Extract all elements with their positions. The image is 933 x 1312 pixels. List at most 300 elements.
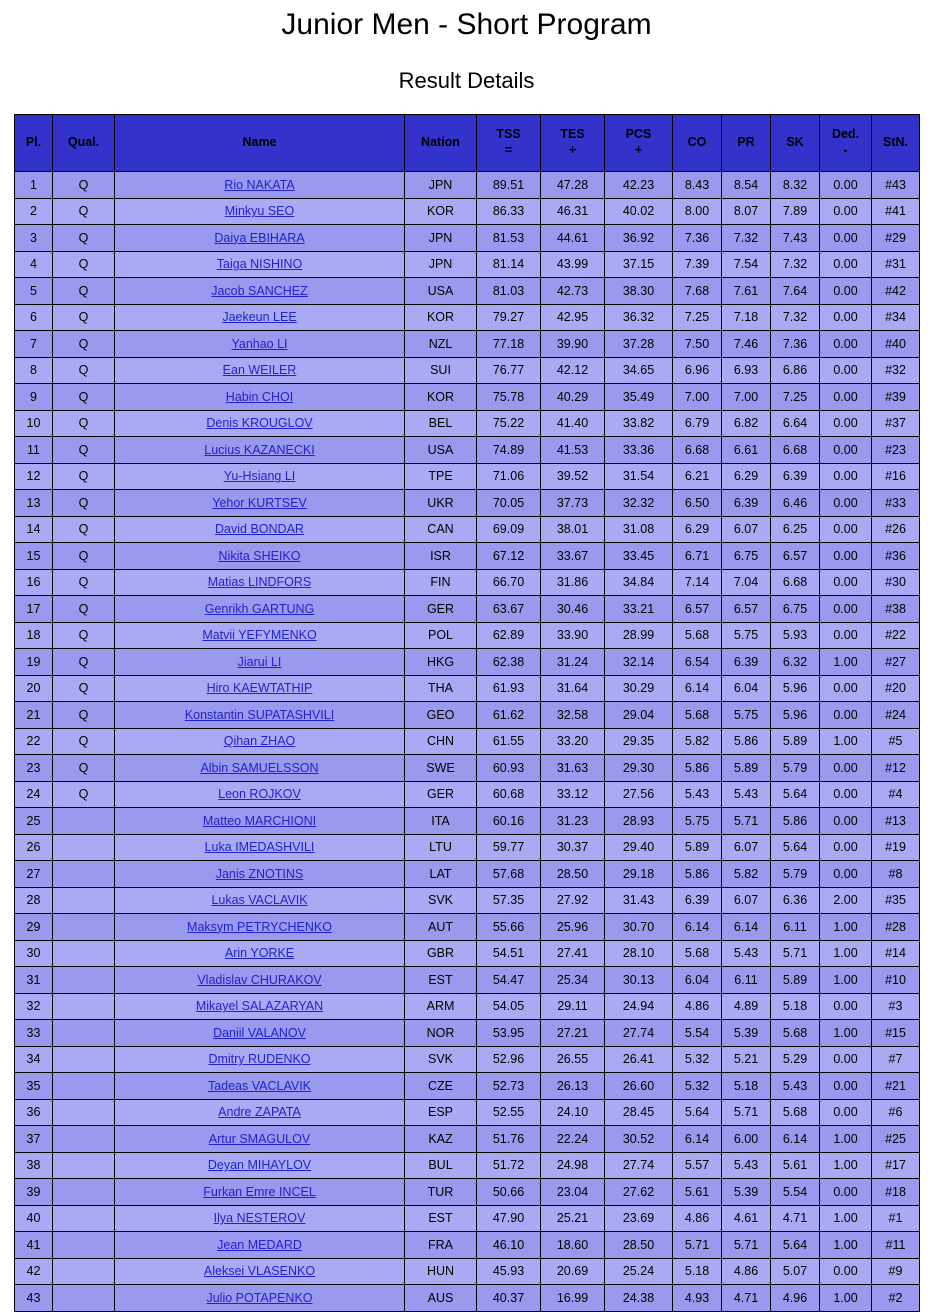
cell-sk: 6.57 bbox=[771, 543, 820, 570]
cell-name bbox=[115, 887, 405, 914]
cell-nation: HKG bbox=[405, 649, 477, 676]
cell-nation: CHN bbox=[405, 728, 477, 755]
skater-name-link[interactable]: Jacob SANCHEZ bbox=[211, 283, 308, 298]
cell-co: 7.39 bbox=[673, 251, 722, 278]
cell-qual bbox=[53, 967, 115, 994]
cell-pcs: 31.43 bbox=[605, 887, 673, 914]
skater-name-link[interactable]: Yehor KURTSEV bbox=[212, 495, 307, 510]
table-row bbox=[15, 1258, 920, 1285]
column-header-symbol: + bbox=[568, 143, 577, 157]
cell-pr: 6.07 bbox=[722, 887, 771, 914]
skater-name-link[interactable]: Matvii YEFYMENKO bbox=[202, 628, 317, 643]
table-row bbox=[15, 622, 920, 649]
cell-qual: Q bbox=[53, 410, 115, 437]
cell-pr: 6.75 bbox=[722, 543, 771, 570]
cell-ded: 0.00 bbox=[820, 304, 872, 331]
cell-pl: 29 bbox=[15, 914, 53, 941]
skater-name-link[interactable]: Dmitry RUDENKO bbox=[208, 1052, 311, 1067]
cell-pr: 6.39 bbox=[722, 490, 771, 517]
cell-tss: 81.53 bbox=[477, 225, 541, 252]
cell-pcs: 36.32 bbox=[605, 304, 673, 331]
cell-qual: Q bbox=[53, 304, 115, 331]
cell-pr: 6.14 bbox=[722, 914, 771, 941]
cell-nation: TPE bbox=[405, 463, 477, 490]
cell-stn: #30 bbox=[872, 569, 920, 596]
cell-nation: SVK bbox=[405, 1046, 477, 1073]
cell-qual bbox=[53, 1205, 115, 1232]
cell-co: 7.68 bbox=[673, 278, 722, 305]
cell-pr: 8.07 bbox=[722, 198, 771, 225]
cell-qual: Q bbox=[53, 251, 115, 278]
cell-name bbox=[115, 649, 405, 676]
cell-sk: 6.68 bbox=[771, 437, 820, 464]
cell-pr: 5.39 bbox=[722, 1179, 771, 1206]
cell-sk: 7.32 bbox=[771, 251, 820, 278]
cell-pcs: 38.30 bbox=[605, 278, 673, 305]
table-header-row bbox=[15, 115, 920, 172]
table-row bbox=[15, 781, 920, 808]
cell-tes: 41.53 bbox=[541, 437, 605, 464]
cell-tes: 46.31 bbox=[541, 198, 605, 225]
cell-tss: 76.77 bbox=[477, 357, 541, 384]
cell-tes: 38.01 bbox=[541, 516, 605, 543]
cell-name bbox=[115, 278, 405, 305]
cell-pcs: 40.02 bbox=[605, 198, 673, 225]
cell-stn: #36 bbox=[872, 543, 920, 570]
cell-pr: 5.71 bbox=[722, 1099, 771, 1126]
cell-pr: 5.89 bbox=[722, 755, 771, 782]
cell-tss: 61.55 bbox=[477, 728, 541, 755]
skater-name-link[interactable]: Vladislav CHURAKOV bbox=[197, 972, 322, 987]
column-header-qual[interactable] bbox=[53, 115, 115, 172]
cell-tss: 75.22 bbox=[477, 410, 541, 437]
cell-stn: #34 bbox=[872, 304, 920, 331]
cell-pcs: 24.38 bbox=[605, 1285, 673, 1312]
cell-name bbox=[115, 1179, 405, 1206]
skater-name-link[interactable]: Janis ZNOTINS bbox=[215, 866, 304, 881]
cell-stn: #13 bbox=[872, 808, 920, 835]
cell-nation: GER bbox=[405, 596, 477, 623]
cell-sk: 5.07 bbox=[771, 1258, 820, 1285]
cell-pcs: 27.74 bbox=[605, 1152, 673, 1179]
cell-nation: KOR bbox=[405, 304, 477, 331]
skater-name-link[interactable]: Lukas VACLAVIK bbox=[211, 893, 308, 908]
cell-stn: #15 bbox=[872, 1020, 920, 1047]
cell-pcs: 30.52 bbox=[605, 1126, 673, 1153]
skater-name-link[interactable]: Arin YORKE bbox=[224, 946, 295, 961]
skater-name-link[interactable]: Jean MEDARD bbox=[217, 1237, 302, 1252]
table-row bbox=[15, 649, 920, 676]
cell-pl: 23 bbox=[15, 755, 53, 782]
cell-nation: SVK bbox=[405, 887, 477, 914]
cell-sk: 5.86 bbox=[771, 808, 820, 835]
cell-pcs: 25.24 bbox=[605, 1258, 673, 1285]
skater-name-link[interactable]: Hiro KAEWTATHIP bbox=[206, 681, 313, 696]
skater-name-link[interactable]: Rio NAKATA bbox=[224, 177, 295, 192]
cell-tss: 79.27 bbox=[477, 304, 541, 331]
skater-name-link[interactable]: Minkyu SEO bbox=[224, 204, 295, 219]
cell-stn: #9 bbox=[872, 1258, 920, 1285]
cell-nation: CAN bbox=[405, 516, 477, 543]
table-row bbox=[15, 1232, 920, 1259]
cell-ded: 0.00 bbox=[820, 172, 872, 199]
column-header-co[interactable] bbox=[673, 115, 722, 172]
cell-sk: 6.86 bbox=[771, 357, 820, 384]
skater-name-link[interactable]: Taiga NISHINO bbox=[216, 257, 303, 272]
cell-nation: KAZ bbox=[405, 1126, 477, 1153]
cell-sk: 6.14 bbox=[771, 1126, 820, 1153]
cell-stn: #31 bbox=[872, 251, 920, 278]
table-row bbox=[15, 1099, 920, 1126]
table-row bbox=[15, 993, 920, 1020]
cell-name bbox=[115, 331, 405, 358]
table-row bbox=[15, 1073, 920, 1100]
cell-name bbox=[115, 675, 405, 702]
skater-name-link[interactable]: Yanhao LI bbox=[231, 336, 288, 351]
cell-qual bbox=[53, 1046, 115, 1073]
skater-name-link[interactable]: Albin SAMUELSSON bbox=[200, 760, 319, 775]
cell-pcs: 31.54 bbox=[605, 463, 673, 490]
table-row bbox=[15, 1205, 920, 1232]
skater-name-link[interactable]: Deyan MIHAYLOV bbox=[207, 1158, 312, 1173]
cell-pr: 7.32 bbox=[722, 225, 771, 252]
cell-tes: 30.46 bbox=[541, 596, 605, 623]
table-row bbox=[15, 490, 920, 517]
skater-name-link[interactable]: Nikita SHEIKO bbox=[218, 548, 301, 563]
table-row bbox=[15, 702, 920, 729]
column-header-label: Qual. bbox=[67, 135, 100, 150]
cell-ded: 0.00 bbox=[820, 1046, 872, 1073]
cell-co: 5.82 bbox=[673, 728, 722, 755]
cell-ded: 0.00 bbox=[820, 861, 872, 888]
cell-tss: 46.10 bbox=[477, 1232, 541, 1259]
cell-tes: 29.11 bbox=[541, 993, 605, 1020]
column-header-label: SK bbox=[786, 135, 804, 150]
cell-pl: 11 bbox=[15, 437, 53, 464]
cell-pl: 37 bbox=[15, 1126, 53, 1153]
cell-tes: 40.29 bbox=[541, 384, 605, 411]
skater-name-link[interactable]: Jiarui LI bbox=[237, 654, 282, 669]
table-row bbox=[15, 596, 920, 623]
cell-pl: 19 bbox=[15, 649, 53, 676]
cell-sk: 6.39 bbox=[771, 463, 820, 490]
table-row bbox=[15, 569, 920, 596]
cell-name bbox=[115, 198, 405, 225]
table-body bbox=[15, 172, 920, 1312]
table-row bbox=[15, 357, 920, 384]
cell-pr: 5.21 bbox=[722, 1046, 771, 1073]
cell-tss: 61.93 bbox=[477, 675, 541, 702]
cell-co: 5.68 bbox=[673, 940, 722, 967]
cell-stn: #16 bbox=[872, 463, 920, 490]
skater-name-link[interactable]: Tadeas VACLAVIK bbox=[207, 1078, 312, 1093]
cell-sk: 7.25 bbox=[771, 384, 820, 411]
cell-tes: 27.41 bbox=[541, 940, 605, 967]
cell-nation: BEL bbox=[405, 410, 477, 437]
table-row bbox=[15, 914, 920, 941]
cell-pr: 6.00 bbox=[722, 1126, 771, 1153]
cell-name bbox=[115, 1152, 405, 1179]
cell-name bbox=[115, 1099, 405, 1126]
cell-pcs: 33.36 bbox=[605, 437, 673, 464]
table-header bbox=[15, 115, 920, 172]
cell-name bbox=[115, 172, 405, 199]
skater-name-link[interactable]: Denis KROUGLOV bbox=[206, 416, 313, 431]
skater-name-link[interactable]: Maksym PETRYCHENKO bbox=[187, 919, 332, 934]
cell-pcs: 29.40 bbox=[605, 834, 673, 861]
skater-name-link[interactable]: Lucius KAZANECKI bbox=[204, 442, 315, 457]
cell-co: 5.61 bbox=[673, 1179, 722, 1206]
cell-name bbox=[115, 437, 405, 464]
cell-stn: #7 bbox=[872, 1046, 920, 1073]
cell-pcs: 30.29 bbox=[605, 675, 673, 702]
cell-qual: Q bbox=[53, 384, 115, 411]
cell-pl: 42 bbox=[15, 1258, 53, 1285]
cell-tes: 28.50 bbox=[541, 861, 605, 888]
cell-tss: 53.95 bbox=[477, 1020, 541, 1047]
cell-qual: Q bbox=[53, 278, 115, 305]
column-header-pcs[interactable] bbox=[605, 115, 673, 172]
cell-pl: 20 bbox=[15, 675, 53, 702]
cell-pcs: 34.84 bbox=[605, 569, 673, 596]
column-header-nation[interactable] bbox=[405, 115, 477, 172]
cell-name bbox=[115, 728, 405, 755]
cell-co: 7.25 bbox=[673, 304, 722, 331]
cell-ded: 1.00 bbox=[820, 967, 872, 994]
cell-name bbox=[115, 410, 405, 437]
cell-pl: 13 bbox=[15, 490, 53, 517]
cell-ded: 0.00 bbox=[820, 331, 872, 358]
cell-pr: 5.86 bbox=[722, 728, 771, 755]
cell-stn: #1 bbox=[872, 1205, 920, 1232]
cell-tes: 31.63 bbox=[541, 755, 605, 782]
cell-qual bbox=[53, 1126, 115, 1153]
cell-name bbox=[115, 914, 405, 941]
column-header-pl[interactable] bbox=[15, 115, 53, 172]
cell-name bbox=[115, 1258, 405, 1285]
cell-nation: JPN bbox=[405, 172, 477, 199]
skater-name-link[interactable]: Habin CHOI bbox=[225, 389, 294, 404]
cell-sk: 7.89 bbox=[771, 198, 820, 225]
cell-sk: 5.61 bbox=[771, 1152, 820, 1179]
skater-name-link[interactable]: Luka IMEDASHVILI bbox=[204, 840, 315, 855]
cell-qual bbox=[53, 861, 115, 888]
cell-tss: 52.73 bbox=[477, 1073, 541, 1100]
skater-name-link[interactable]: Konstantin SUPATASHVILI bbox=[184, 707, 335, 722]
cell-qual bbox=[53, 887, 115, 914]
skater-name-link[interactable]: Daiya EBIHARA bbox=[214, 230, 305, 245]
cell-ded: 1.00 bbox=[820, 728, 872, 755]
column-header-label: Nation bbox=[421, 135, 460, 150]
cell-stn: #28 bbox=[872, 914, 920, 941]
page-subtitle: Result Details bbox=[398, 68, 535, 93]
cell-pr: 6.39 bbox=[722, 649, 771, 676]
column-header-pr[interactable] bbox=[722, 115, 771, 172]
cell-ded: 0.00 bbox=[820, 278, 872, 305]
skater-name-link[interactable]: Ilya NESTEROV bbox=[213, 1211, 306, 1226]
cell-sk: 5.79 bbox=[771, 861, 820, 888]
skater-name-link[interactable]: Matteo MARCHIONI bbox=[202, 813, 317, 828]
cell-sk: 7.64 bbox=[771, 278, 820, 305]
column-header-label: TSS bbox=[496, 127, 521, 142]
cell-sk: 5.68 bbox=[771, 1020, 820, 1047]
cell-co: 7.14 bbox=[673, 569, 722, 596]
cell-pr: 5.43 bbox=[722, 1152, 771, 1179]
table-row bbox=[15, 675, 920, 702]
skater-name-link[interactable]: Artur SMAGULOV bbox=[208, 1131, 311, 1146]
cell-ded: 0.00 bbox=[820, 702, 872, 729]
cell-co: 4.86 bbox=[673, 1205, 722, 1232]
cell-tes: 24.98 bbox=[541, 1152, 605, 1179]
column-header-ded[interactable] bbox=[820, 115, 872, 172]
skater-name-link[interactable]: Julio POTAPENKO bbox=[206, 1290, 313, 1305]
cell-stn: #18 bbox=[872, 1179, 920, 1206]
cell-sk: 7.32 bbox=[771, 304, 820, 331]
table-row bbox=[15, 225, 920, 252]
column-header-label: Ded. bbox=[831, 127, 860, 142]
cell-stn: #38 bbox=[872, 596, 920, 623]
cell-sk: 4.96 bbox=[771, 1285, 820, 1312]
cell-pcs: 29.30 bbox=[605, 755, 673, 782]
skater-name-link[interactable]: Leon ROJKOV bbox=[218, 787, 301, 802]
cell-nation: USA bbox=[405, 278, 477, 305]
cell-pr: 7.46 bbox=[722, 331, 771, 358]
cell-name bbox=[115, 1020, 405, 1047]
skater-name-link[interactable]: Qihan ZHAO bbox=[223, 734, 296, 749]
cell-co: 6.29 bbox=[673, 516, 722, 543]
skater-name-link[interactable]: Matias LINDFORS bbox=[207, 575, 312, 590]
cell-pl: 5 bbox=[15, 278, 53, 305]
cell-stn: #42 bbox=[872, 278, 920, 305]
skater-name-link[interactable]: Aleksei VLASENKO bbox=[203, 1264, 316, 1279]
cell-nation: GER bbox=[405, 781, 477, 808]
cell-pr: 5.82 bbox=[722, 861, 771, 888]
column-header-sk[interactable] bbox=[771, 115, 820, 172]
cell-ded: 0.00 bbox=[820, 437, 872, 464]
cell-ded: 1.00 bbox=[820, 1152, 872, 1179]
cell-pcs: 26.60 bbox=[605, 1073, 673, 1100]
cell-tes: 41.40 bbox=[541, 410, 605, 437]
cell-sk: 4.71 bbox=[771, 1205, 820, 1232]
cell-pr: 7.61 bbox=[722, 278, 771, 305]
cell-nation: THA bbox=[405, 675, 477, 702]
cell-pcs: 30.70 bbox=[605, 914, 673, 941]
skater-name-link[interactable]: Jaekeun LEE bbox=[222, 310, 297, 325]
cell-co: 8.00 bbox=[673, 198, 722, 225]
cell-sk: 5.64 bbox=[771, 834, 820, 861]
table-row bbox=[15, 1152, 920, 1179]
cell-sk: 5.29 bbox=[771, 1046, 820, 1073]
column-header-label: Pl. bbox=[25, 135, 42, 150]
cell-tes: 39.90 bbox=[541, 331, 605, 358]
skater-name-link[interactable]: Yu-Hsiang LI bbox=[223, 469, 296, 484]
cell-qual: Q bbox=[53, 596, 115, 623]
cell-stn: #24 bbox=[872, 702, 920, 729]
column-header-label: StN. bbox=[883, 135, 908, 150]
cell-tes: 43.99 bbox=[541, 251, 605, 278]
cell-co: 6.04 bbox=[673, 967, 722, 994]
skater-name-link[interactable]: David BONDAR bbox=[215, 522, 304, 537]
cell-stn: #22 bbox=[872, 622, 920, 649]
cell-tss: 55.66 bbox=[477, 914, 541, 941]
cell-co: 7.50 bbox=[673, 331, 722, 358]
cell-co: 6.14 bbox=[673, 1126, 722, 1153]
cell-pcs: 24.94 bbox=[605, 993, 673, 1020]
cell-name bbox=[115, 702, 405, 729]
column-header-tes[interactable] bbox=[541, 115, 605, 172]
page-title: Junior Men - Short Program bbox=[281, 8, 652, 41]
skater-name-link[interactable]: Daniil VALANOV bbox=[213, 1025, 306, 1040]
table-row bbox=[15, 940, 920, 967]
cell-tes: 39.52 bbox=[541, 463, 605, 490]
cell-qual: Q bbox=[53, 622, 115, 649]
cell-name bbox=[115, 490, 405, 517]
skater-name-link[interactable]: Furkan Emre INCEL bbox=[203, 1184, 316, 1199]
skater-name-link[interactable]: Genrikh GARTUNG bbox=[204, 601, 315, 616]
cell-sk: 5.64 bbox=[771, 781, 820, 808]
cell-pcs: 27.62 bbox=[605, 1179, 673, 1206]
cell-qual: Q bbox=[53, 781, 115, 808]
cell-sk: 5.68 bbox=[771, 1099, 820, 1126]
cell-pcs: 33.82 bbox=[605, 410, 673, 437]
cell-co: 5.75 bbox=[673, 808, 722, 835]
cell-name bbox=[115, 993, 405, 1020]
cell-qual: Q bbox=[53, 357, 115, 384]
cell-ded: 1.00 bbox=[820, 649, 872, 676]
skater-name-link[interactable]: Mikayel SALAZARYAN bbox=[195, 999, 324, 1014]
cell-nation: GBR bbox=[405, 940, 477, 967]
cell-sk: 5.18 bbox=[771, 993, 820, 1020]
cell-pr: 5.43 bbox=[722, 781, 771, 808]
cell-qual: Q bbox=[53, 649, 115, 676]
cell-pcs: 32.14 bbox=[605, 649, 673, 676]
cell-co: 5.18 bbox=[673, 1258, 722, 1285]
cell-pr: 6.29 bbox=[722, 463, 771, 490]
column-header-name[interactable] bbox=[115, 115, 405, 172]
cell-ded: 0.00 bbox=[820, 1258, 872, 1285]
cell-pcs: 28.93 bbox=[605, 808, 673, 835]
cell-pl: 34 bbox=[15, 1046, 53, 1073]
cell-nation: NZL bbox=[405, 331, 477, 358]
cell-nation: FIN bbox=[405, 569, 477, 596]
cell-nation: FRA bbox=[405, 1232, 477, 1259]
cell-name bbox=[115, 516, 405, 543]
cell-name bbox=[115, 225, 405, 252]
cell-pl: 36 bbox=[15, 1099, 53, 1126]
cell-nation: NOR bbox=[405, 1020, 477, 1047]
cell-tes: 31.23 bbox=[541, 808, 605, 835]
cell-qual bbox=[53, 808, 115, 835]
column-header-tss[interactable] bbox=[477, 115, 541, 172]
cell-tss: 52.55 bbox=[477, 1099, 541, 1126]
table-row bbox=[15, 198, 920, 225]
cell-qual bbox=[53, 1179, 115, 1206]
skater-name-link[interactable]: Ean WEILER bbox=[222, 363, 297, 378]
column-header-label: CO bbox=[687, 135, 707, 150]
skater-name-link[interactable]: Andre ZAPATA bbox=[218, 1105, 301, 1120]
cell-qual bbox=[53, 1073, 115, 1100]
cell-pcs: 28.99 bbox=[605, 622, 673, 649]
cell-sk: 7.43 bbox=[771, 225, 820, 252]
cell-nation: UKR bbox=[405, 490, 477, 517]
cell-pl: 31 bbox=[15, 967, 53, 994]
cell-qual: Q bbox=[53, 675, 115, 702]
cell-pcs: 28.45 bbox=[605, 1099, 673, 1126]
cell-pcs: 28.50 bbox=[605, 1232, 673, 1259]
column-header-stn[interactable] bbox=[872, 115, 920, 172]
cell-tss: 70.05 bbox=[477, 490, 541, 517]
cell-name bbox=[115, 1232, 405, 1259]
